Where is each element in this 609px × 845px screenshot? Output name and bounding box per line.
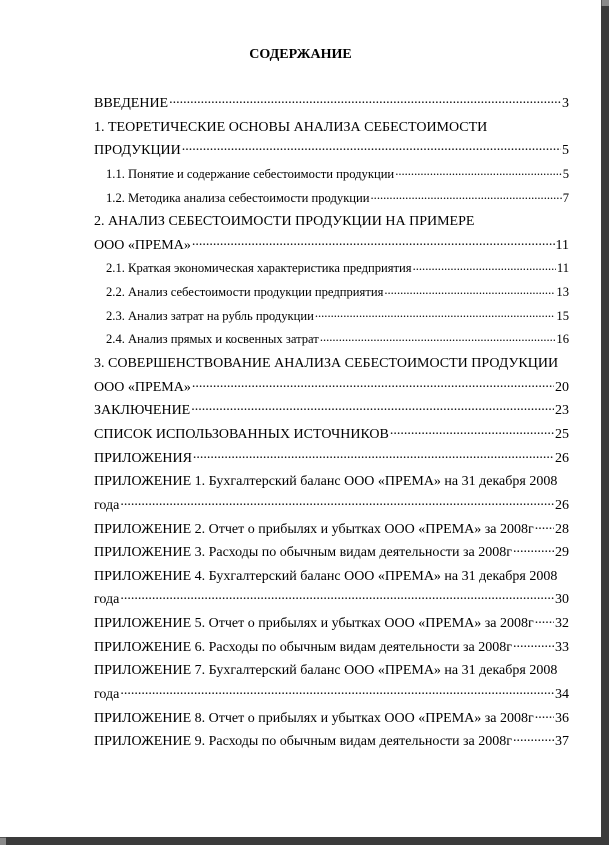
toc-leader-dots [120,495,554,509]
toc-entry[interactable] [94,328,569,352]
toc-page-number: 26 [555,497,569,513]
toc-entry-label: ООО «ПРЕМА» [94,379,191,395]
toc-page-number: 3 [562,96,569,111]
toc-page-number: 36 [555,710,569,726]
toc-page-number: 5 [562,143,569,159]
table-of-contents [94,92,569,754]
toc-leader-dots [192,235,555,249]
toc-entry-label: ПРИЛОЖЕНИЕ 9. Расходы по обычным видам деятельности за 2008г [94,734,513,750]
toc-entry[interactable] [94,636,569,660]
toc-page-number: 7 [562,190,569,205]
toc-entry-heading-text: ПРИЛОЖЕНИЕ 1. Бухгалтерский баланс ООО «ПРЕМА» на 31 декабря 2008 [94,474,558,490]
toc-entry[interactable] [94,187,569,211]
toc-leader-dots [182,140,561,154]
toc-entry-label: ПРИЛОЖЕНИЕ 8. Отчет о прибылях и убытках ООО «ПРЕМА» за 2008г [94,710,534,726]
toc-page-number: 25 [555,426,569,442]
toc-entry[interactable] [94,234,569,258]
toc-entry-heading-text: 3. СОВЕРШЕНСТВОВАНИЕ АНАЛИЗА СЕБЕСТОИМОСТИ ПРОДУКЦИИ [94,356,559,372]
toc-leader-dots [413,260,556,273]
page-shadow-bottom [6,837,609,845]
toc-leader-dots [384,284,555,297]
toc-entry[interactable] [94,257,569,281]
toc-entry[interactable] [94,447,569,471]
toc-entry[interactable] [94,281,569,305]
toc-leader-dots [315,307,556,320]
toc-leader-dots [390,424,554,438]
toc-page-number: 13 [556,285,569,300]
toc-leader-dots [193,448,554,462]
toc-entry[interactable] [94,541,569,565]
toc-entry-heading-text: ПРИЛОЖЕНИЕ 7. Бухгалтерский баланс ООО «ПРЕМА» на 31 декабря 2008 [94,663,558,679]
toc-entry-label: СПИСОК ИСПОЛЬЗОВАННЫХ ИСТОЧНИКОВ [94,426,389,442]
toc-leader-dots [535,613,554,627]
toc-entry-heading-line [94,470,569,494]
toc-entry-heading-text: ПРИЛОЖЕНИЕ 4. Бухгалтерский баланс ООО «ПРЕМА» на 31 декабря 2008 [94,568,558,584]
toc-entry-label: ПРИЛОЖЕНИЯ [94,450,192,466]
toc-page-number: 11 [556,261,569,276]
toc-leader-dots [513,637,554,651]
toc-leader-dots [513,731,554,745]
toc-entry[interactable] [94,612,569,636]
toc-leader-dots [535,708,554,722]
toc-page-number: 28 [555,521,569,537]
toc-entry-heading-line [94,659,569,683]
toc-leader-dots [371,189,562,202]
toc-page-number: 34 [555,687,569,703]
toc-entry[interactable] [94,730,569,754]
toc-entry-heading-line [94,210,569,234]
toc-leader-dots [120,684,554,698]
toc-leader-dots [395,165,562,178]
toc-entry-label: ООО «ПРЕМА» [94,237,191,253]
toc-entry-label: 2.2. Анализ себестоимости продукции предприятия [106,285,384,300]
toc-page-number: 20 [555,379,569,395]
toc-entry-heading-text: 2. АНАЛИЗ СЕБЕСТОИМОСТИ ПРОДУКЦИИ НА ПРИМЕРЕ [94,214,475,230]
toc-entry-label: 1.2. Методика анализа себестоимости продукции [106,190,370,205]
toc-leader-dots [169,93,561,107]
toc-leader-dots [513,542,554,556]
toc-entry[interactable] [94,707,569,731]
toc-entry-label: ЗАКЛЮЧЕНИЕ [94,403,191,419]
toc-entry[interactable] [94,518,569,542]
toc-entry-label: ПРОДУКЦИИ [94,143,181,159]
toc-entry-label: 1.1. Понятие и содержание себестоимости продукции [106,166,395,181]
toc-entry-heading-line [94,116,569,140]
toc-entry-label: 2.4. Анализ прямых и косвенных затрат [106,332,319,347]
toc-entry-label: года [94,497,120,513]
toc-entry-label: ПРИЛОЖЕНИЕ 3. Расходы по обычным видам деятельности за 2008г [94,545,513,561]
toc-page-number: 16 [556,332,569,347]
toc-page-number: 26 [555,450,569,466]
toc-entry[interactable] [94,305,569,329]
page-shadow-right [601,6,609,845]
toc-entry[interactable] [94,92,569,116]
toc-page-number: 32 [555,616,569,632]
toc-entry-heading-line [94,352,569,376]
toc-page-number: 30 [555,592,569,608]
toc-entry[interactable] [94,163,569,187]
toc-entry[interactable] [94,588,569,612]
toc-page-number: 33 [555,639,569,655]
toc-entry[interactable] [94,494,569,518]
toc-entry-heading-text: 1. ТЕОРЕТИЧЕСКИЕ ОСНОВЫ АНАЛИЗА СЕБЕСТОИМОСТИ [94,119,488,135]
toc-entry[interactable] [94,423,569,447]
toc-entry-heading-line [94,565,569,589]
toc-leader-dots [191,400,554,414]
toc-entry[interactable] [94,376,569,400]
toc-page-number: 5 [562,166,569,181]
toc-leader-dots [192,377,554,391]
toc-entry-label: ПРИЛОЖЕНИЕ 5. Отчет о прибылях и убытках ООО «ПРЕМА» за 2008г [94,616,534,632]
toc-entry[interactable] [94,399,569,423]
toc-entry-label: ПРИЛОЖЕНИЕ 6. Расходы по обычным видам деятельности за 2008г [94,639,513,655]
toc-leader-dots [320,331,556,344]
toc-entry[interactable] [94,683,569,707]
toc-entry-label: 2.3. Анализ затрат на рубль продукции [106,308,314,323]
toc-page-number: 15 [556,308,569,323]
toc-entry-label: 2.1. Краткая экономическая характеристика предприятия [106,261,412,276]
toc-entry[interactable] [94,139,569,163]
toc-leader-dots [535,519,554,533]
toc-entry-label: года [94,687,120,703]
toc-page-number: 23 [555,403,569,419]
toc-page-number: 29 [555,545,569,561]
toc-page-number: 11 [555,237,569,253]
toc-page-number: 37 [555,734,569,750]
toc-leader-dots [120,589,554,603]
page-title: СОДЕРЖАНИЕ [249,47,352,62]
toc-entry-label: года [94,592,120,608]
toc-entry-label: ПРИЛОЖЕНИЕ 2. Отчет о прибылях и убытках ООО «ПРЕМА» за 2008г [94,521,534,537]
toc-entry-label: ВВЕДЕНИЕ [94,96,169,111]
